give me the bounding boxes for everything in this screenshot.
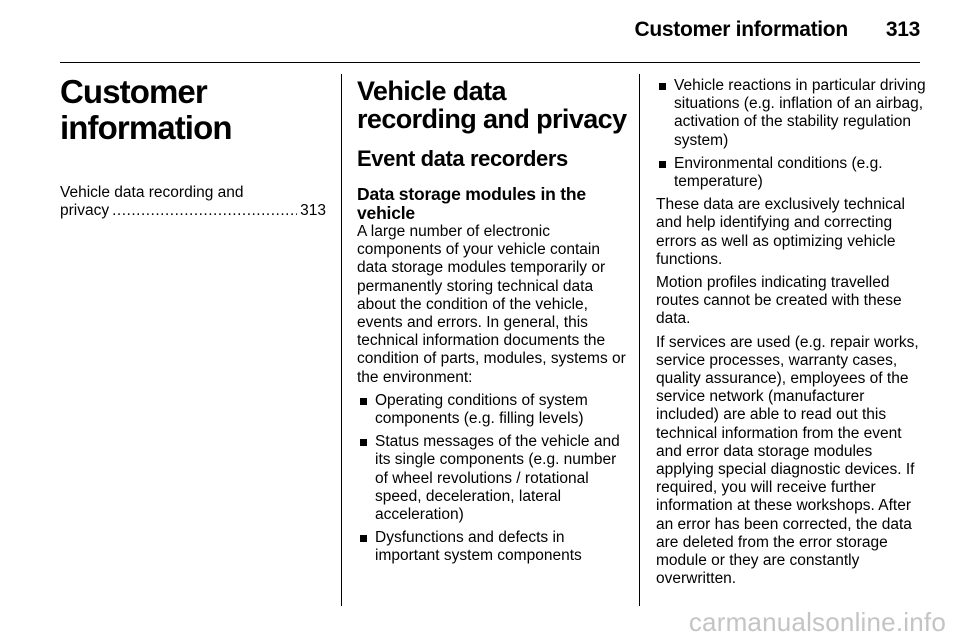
bullet-square-icon bbox=[360, 439, 367, 446]
bullet-square-icon bbox=[659, 83, 666, 90]
toc-entry-label: privacy bbox=[60, 202, 110, 220]
list-item-text: Dysfunctions and defects in important system components bbox=[375, 529, 582, 565]
intro-paragraph: A large number of electronic components of your vehicle contain data storage modules temporarily or permanently storing technical data about the condition of the vehicle, events and errors. In general, this technical information documents the condition of parts, modules, systems or the environment: bbox=[357, 223, 626, 386]
bullet-square-icon bbox=[360, 535, 367, 542]
list-item bbox=[357, 433, 627, 524]
column-continued-text bbox=[656, 77, 926, 593]
toc-entry-line2 bbox=[60, 202, 326, 220]
toc-entry-line1: Vehicle data recording and bbox=[60, 184, 244, 201]
paragraph: These data are exclusively technical and help identifying and correcting errors as well as optimizing vehicle functions. bbox=[656, 196, 905, 268]
toc-entry[interactable] bbox=[60, 184, 326, 220]
list-item bbox=[656, 77, 926, 150]
chapter-title: Customer information bbox=[60, 73, 232, 146]
column-divider-left bbox=[341, 74, 342, 606]
list-item-text: Environmental conditions (e.g. temperature) bbox=[674, 154, 883, 191]
paragraph: Motion profiles indicating travelled routes cannot be created with these data. bbox=[656, 274, 902, 328]
paragraph: If services are used (e.g. repair works, service processes, warranty cases, quality assurance), employees of the service network (manufacturer included) are able to read out this technical information from the event and error data storage modules applying special diagnostic devices. If required, you will receive further information at these workshops. After an error has been corrected, the data are deleted from the error storage module or they are constantly overwritten. bbox=[656, 333, 919, 588]
watermark: carmanualsonline.info bbox=[688, 607, 946, 637]
subsection-title: Event data recorders bbox=[357, 146, 568, 171]
column-chapter-contents bbox=[60, 74, 326, 220]
list-item bbox=[656, 155, 926, 191]
list-item bbox=[357, 392, 627, 428]
column-divider-right bbox=[639, 74, 640, 606]
list-item bbox=[357, 529, 627, 565]
bullet-square-icon bbox=[360, 398, 367, 405]
topic-title: Data storage modules in the vehicle bbox=[357, 184, 586, 223]
bullet-list bbox=[656, 77, 926, 191]
column-main-text bbox=[357, 77, 627, 571]
toc-entry-page: 313 bbox=[300, 202, 326, 220]
list-item-text: Vehicle reactions in particular driving situations (e.g. inflation of an airbag, activation of the stability regulation system) bbox=[674, 77, 926, 149]
bullet-square-icon bbox=[659, 161, 666, 168]
header-rule bbox=[60, 62, 920, 63]
running-header bbox=[635, 18, 920, 42]
running-header-title: Customer information bbox=[634, 18, 848, 41]
section-title: Vehicle data recording and privacy bbox=[357, 76, 627, 134]
toc-leader-dots bbox=[112, 202, 297, 220]
list-item-text: Operating conditions of system components (e.g. filling levels) bbox=[375, 391, 588, 428]
list-item-text: Status messages of the vehicle and its single components (e.g. number of wheel revolutions / rotational speed, deceleration, lateral acceleration) bbox=[375, 433, 620, 524]
table-of-contents bbox=[60, 184, 326, 220]
bullet-list bbox=[357, 392, 627, 566]
page-number: 313 bbox=[885, 18, 920, 41]
